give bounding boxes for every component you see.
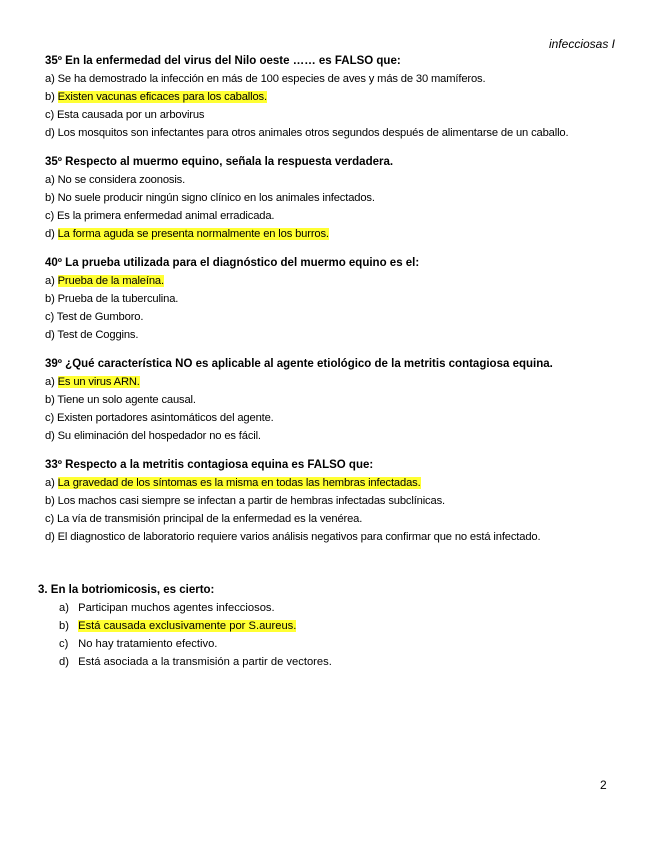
option-b: b) Prueba de la tuberculina. (45, 293, 179, 305)
page-number: 2 (600, 778, 607, 792)
option-d: d) Test de Coggins. (45, 329, 139, 341)
question-3 (45, 254, 625, 344)
highlighted-answer: Existen vacunas eficaces para los caballos. (57, 91, 267, 103)
option-a: a) Prueba de la maleína. (45, 275, 164, 287)
option-c: c) Es la primera enfermedad animal erradicada. (45, 210, 275, 222)
highlighted-answer: Prueba de la maleína. (57, 275, 164, 287)
question-section-3 (38, 581, 618, 671)
option-d: d) Su eliminación del hospedador no es fácil. (45, 430, 261, 442)
option-d: d) El diagnostico de laboratorio requiere varios análisis negativos para confirmar que no está infectado. (45, 531, 541, 543)
highlighted-answer: La forma aguda se presenta normalmente en los burros. (57, 228, 329, 240)
question-title: 3. En la botriomicosis, es cierto: (38, 584, 215, 596)
highlighted-answer: Está causada exclusivamente por S.aureus. (78, 620, 297, 632)
question-4 (45, 355, 625, 445)
option-b: b) Los machos casi siempre se infectan a partir de hembras infectadas subclínicas. (45, 495, 445, 507)
option-b: b) Está causada exclusivamente por S.aureus. (59, 620, 297, 632)
option-c: c) No hay tratamiento efectivo. (59, 638, 218, 650)
option-b: b) No suele producir ningún signo clínico en los animales infectados. (45, 192, 375, 204)
option-a: a) La gravedad de los síntomas es la misma en todas las hembras infectadas. (45, 477, 421, 489)
question-title: 35º Respecto al muermo equino, señala la respuesta verdadera. (45, 156, 394, 168)
option-c: c) La vía de transmisión principal de la enfermedad es la venérea. (45, 513, 363, 525)
question-2 (45, 153, 625, 243)
highlighted-answer: La gravedad de los síntomas es la misma en todas las hembras infectadas. (57, 477, 421, 489)
option-b: b) Tiene un solo agente causal. (45, 394, 196, 406)
question-title: 39º ¿Qué característica NO es aplicable al agente etiológico de la metritis contagiosa equina. (45, 358, 553, 370)
option-c: c) Test de Gumboro. (45, 311, 144, 323)
option-d: d) Está asociada a la transmisión a partir de vectores. (59, 656, 332, 668)
questions-list (45, 52, 625, 557)
question-title: 35º En la enfermedad del virus del Nilo oeste …… es FALSO que: (45, 55, 401, 67)
question-1 (45, 52, 625, 142)
highlighted-answer: Es un virus ARN. (57, 376, 140, 388)
option-a: a) No se considera zoonosis. (45, 174, 186, 186)
question-5 (45, 456, 625, 546)
option-b: b) Existen vacunas eficaces para los caballos. (45, 91, 267, 103)
option-c: c) Esta causada por un arbovirus (45, 109, 205, 121)
option-a: a) Es un virus ARN. (45, 376, 140, 388)
option-a: a) Participan muchos agentes infecciosos. (59, 602, 275, 614)
option-c: c) Existen portadores asintomáticos del agente. (45, 412, 274, 424)
question-title: 33º Respecto a la metritis contagiosa equina es FALSO que: (45, 459, 374, 471)
option-d: d) Los mosquitos son infectantes para otros animales otros segundos después de alimentarse de un caballo. (45, 127, 569, 139)
question-title: 40º La prueba utilizada para el diagnóstico del muermo equino es el: (45, 257, 420, 269)
option-d: d) La forma aguda se presenta normalmente en los burros. (45, 228, 329, 240)
header-subject: infecciosas I (548, 37, 615, 51)
option-a: a) Se ha demostrado la infección en más de 100 especies de aves y más de 30 mamíferos. (45, 73, 486, 85)
